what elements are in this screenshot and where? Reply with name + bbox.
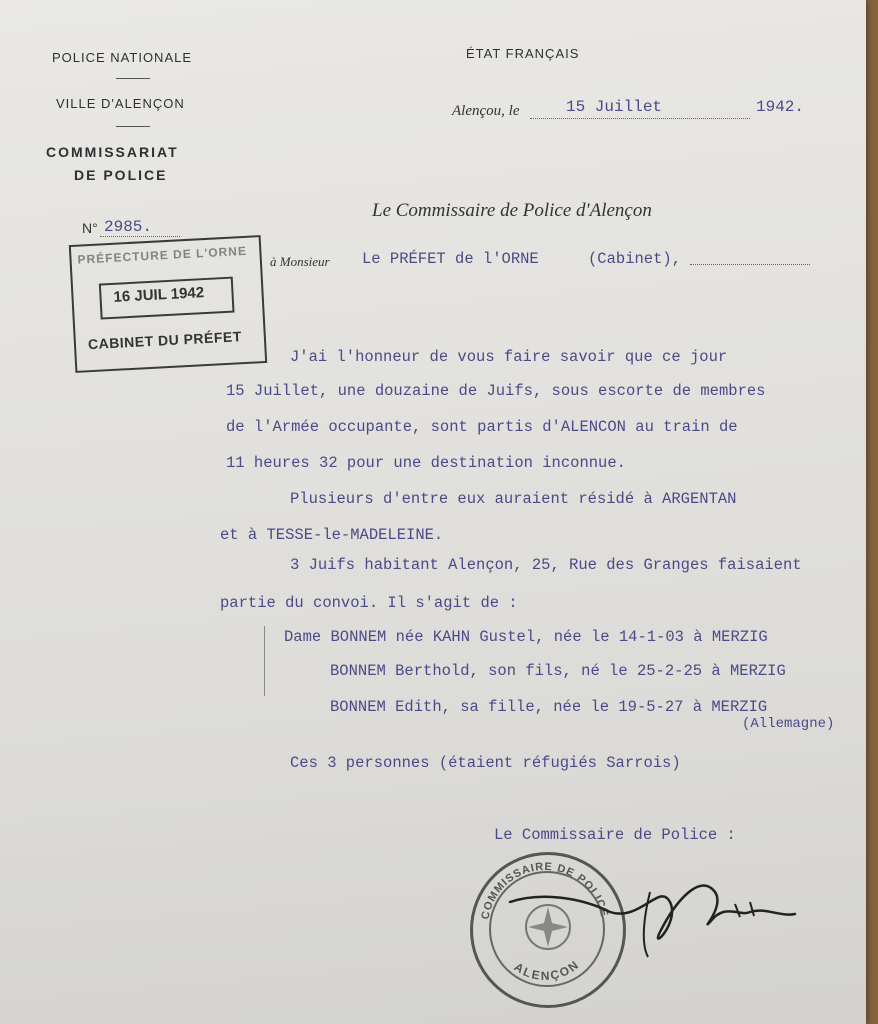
body-line: 15 Juillet, une douzaine de Juifs, sous escorte de membres	[226, 382, 766, 400]
svg-text:COMMISSAIRE DE POLICE: COMMISSAIRE DE POLICE	[479, 860, 611, 921]
stamp-top-text: PRÉFECTURE DE L'ORNE	[77, 243, 248, 267]
reference-number: 2985.	[104, 218, 153, 236]
stamp-date: 16 JUIL 1942	[113, 284, 205, 306]
signature-title: Le Commissaire de Police :	[494, 826, 736, 844]
header-etat-francais: ÉTAT FRANÇAIS	[466, 46, 580, 61]
date-place: Alençou, le	[452, 103, 520, 119]
date-dots	[530, 118, 750, 119]
person-entry: BONNEM Berthold, son fils, né le 25-2-25 à MERZIG	[330, 662, 786, 680]
addressee-name: Le PRÉFET de l'ORNE	[362, 250, 539, 268]
received-stamp	[69, 235, 267, 373]
person-entry: Dame BONNEM née KAHN Gustel, née le 14-1-03 à MERZIG	[284, 628, 768, 646]
addressee-dots	[690, 264, 810, 265]
handwritten-signature	[500, 862, 800, 962]
body-line: partie du convoi. Il s'agit de :	[220, 594, 518, 612]
country-note: (Allemagne)	[742, 716, 835, 732]
body-line: J'ai l'honneur de vous faire savoir que ce jour	[290, 348, 728, 366]
body-line: et à TESSE-le-MADELEINE.	[220, 526, 444, 544]
addressee-prefix: à Monsieur	[270, 254, 330, 269]
date-day-month: 15 Juillet	[566, 98, 663, 116]
list-margin-line	[264, 626, 265, 696]
body-line: 11 heures 32 pour une destination inconnue.	[226, 454, 626, 472]
date-year: 1942.	[756, 98, 805, 116]
body-line: Plusieurs d'entre eux auraient résidé à ARGENTAN	[290, 490, 737, 508]
person-entry: BONNEM Edith, sa fille, née le 19-5-27 à MERZIG	[330, 698, 768, 716]
header-commissariat: COMMISSARIAT	[46, 144, 179, 160]
sender: Le Commissaire de Police d'Alençon	[372, 200, 652, 221]
closing-line: Ces 3 personnes (étaient réfugiés Sarrois)	[290, 754, 681, 772]
stamp-bottom-text: CABINET DU PRÉFET	[87, 328, 243, 353]
reference-number-label: N°	[82, 220, 98, 236]
header-ville: VILLE D'ALENÇON	[56, 96, 185, 111]
body-line: de l'Armée occupante, sont partis d'ALENCON au train de	[226, 418, 738, 436]
reference-dots	[100, 236, 180, 237]
header-divider	[116, 126, 150, 127]
header-police-nationale: POLICE NATIONALE	[52, 50, 193, 65]
body-line: 3 Juifs habitant Alençon, 25, Rue des Granges faisaient	[290, 556, 802, 574]
addressee-office: (Cabinet),	[588, 250, 682, 268]
header-divider	[116, 78, 150, 79]
header-de-police: DE POLICE	[74, 167, 168, 183]
svg-text:ALENÇON: ALENÇON	[511, 956, 583, 984]
